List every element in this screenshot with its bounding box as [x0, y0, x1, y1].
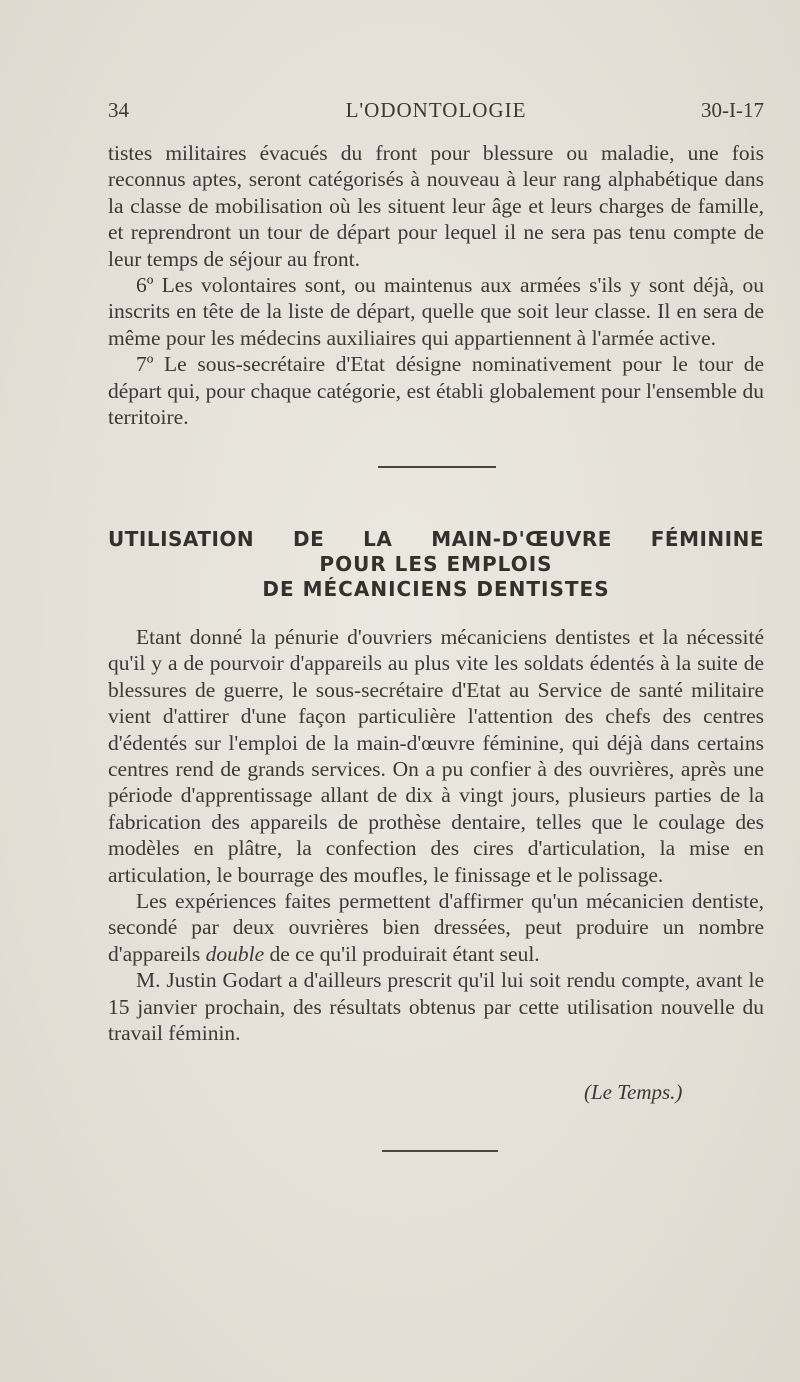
- paragraph-continued: tistes militaires évacués du front pour blessure ou maladie, une fois reconnus aptes, seront catégorisés à nouveau à leur rang alphabétique dans la classe de mobilisation où les situent leur âge et leurs charges de famille, et reprendront un tour de départ pour lequel il ne sera pas tenu compte de leur temps de séjour au front.: [108, 141, 764, 271]
- continued-text: [108, 140, 764, 430]
- article-headline-line-2: POUR LES EMPLOIS: [319, 552, 553, 576]
- article-paragraph-2-end: de ce qu'il produirait étant seul.: [264, 941, 540, 966]
- section-divider: [378, 466, 496, 468]
- page-number: 34: [108, 98, 129, 122]
- end-divider: [382, 1150, 498, 1152]
- emphasized-word: double: [205, 941, 265, 966]
- issue-date: 30-I-17: [701, 98, 764, 122]
- running-head: [108, 98, 764, 128]
- article-paragraph-2-start: Les expériences faites permettent d'affirmer qu'un mécanicien dentiste, secondé par deux ouvrières bien dressées, peut produire un nombre d'appareils: [108, 889, 764, 966]
- article-paragraph-3: M. Justin Godart a d'ailleurs prescrit qu'il lui soit rendu compte, avant le 15 janvier prochain, des résultats obtenus par cette utilisation nouvelle du travail féminin.: [108, 968, 764, 1046]
- paragraph-item-7: 7º Le sous-secrétaire d'Etat désigne nominativement pour le tour de départ qui, pour chaque catégorie, est établi globalement pour l'ensemble du territoire.: [108, 352, 764, 430]
- article-paragraph-2: [108, 888, 764, 967]
- article-paragraph-1: Etant donné la pénurie d'ouvriers mécaniciens dentistes et la nécessité qu'il y a de pourvoir d'appareils au plus vite les soldats édentés à la suite de blessures de guerre, le sous-secrétaire d'Etat au Service de santé militaire vient d'attirer d'une façon particulière l'attention des chefs des centres d'édentés sur l'emploi de la main-d'œuvre féminine, qui déjà dans certains centres rend de grands services. On a pu confier à des ouvrières, après une période d'apprentissage allant de dix à vingt jours, plusieurs parties de la fabrication des appareils de prothèse dentaire, telles que le coulage des modèles en plâtre, la confection des cires d'articulation, la mise en articulation, le bourrage des moufles, le finissage et le polissage.: [108, 625, 764, 887]
- paragraph-item-6: 6º Les volontaires sont, ou maintenus aux armées s'ils y sont déjà, ou inscrits en tête de la liste de départ, quelle que soit leur classe. Il en sera de même pour les médecins auxiliaires qui appartiennent à l'armée active.: [108, 273, 764, 350]
- article-body: [108, 624, 764, 1047]
- article-headline-line-3: DE MÉCANICIENS DENTISTES: [262, 577, 610, 601]
- article-headline-line-1: UTILISATION DE LA MAIN-D'ŒUVRE FÉMININE: [108, 527, 764, 551]
- journal-title: L'ODONTOLOGIE: [345, 98, 527, 122]
- source-attribution: (Le Temps.): [584, 1080, 683, 1104]
